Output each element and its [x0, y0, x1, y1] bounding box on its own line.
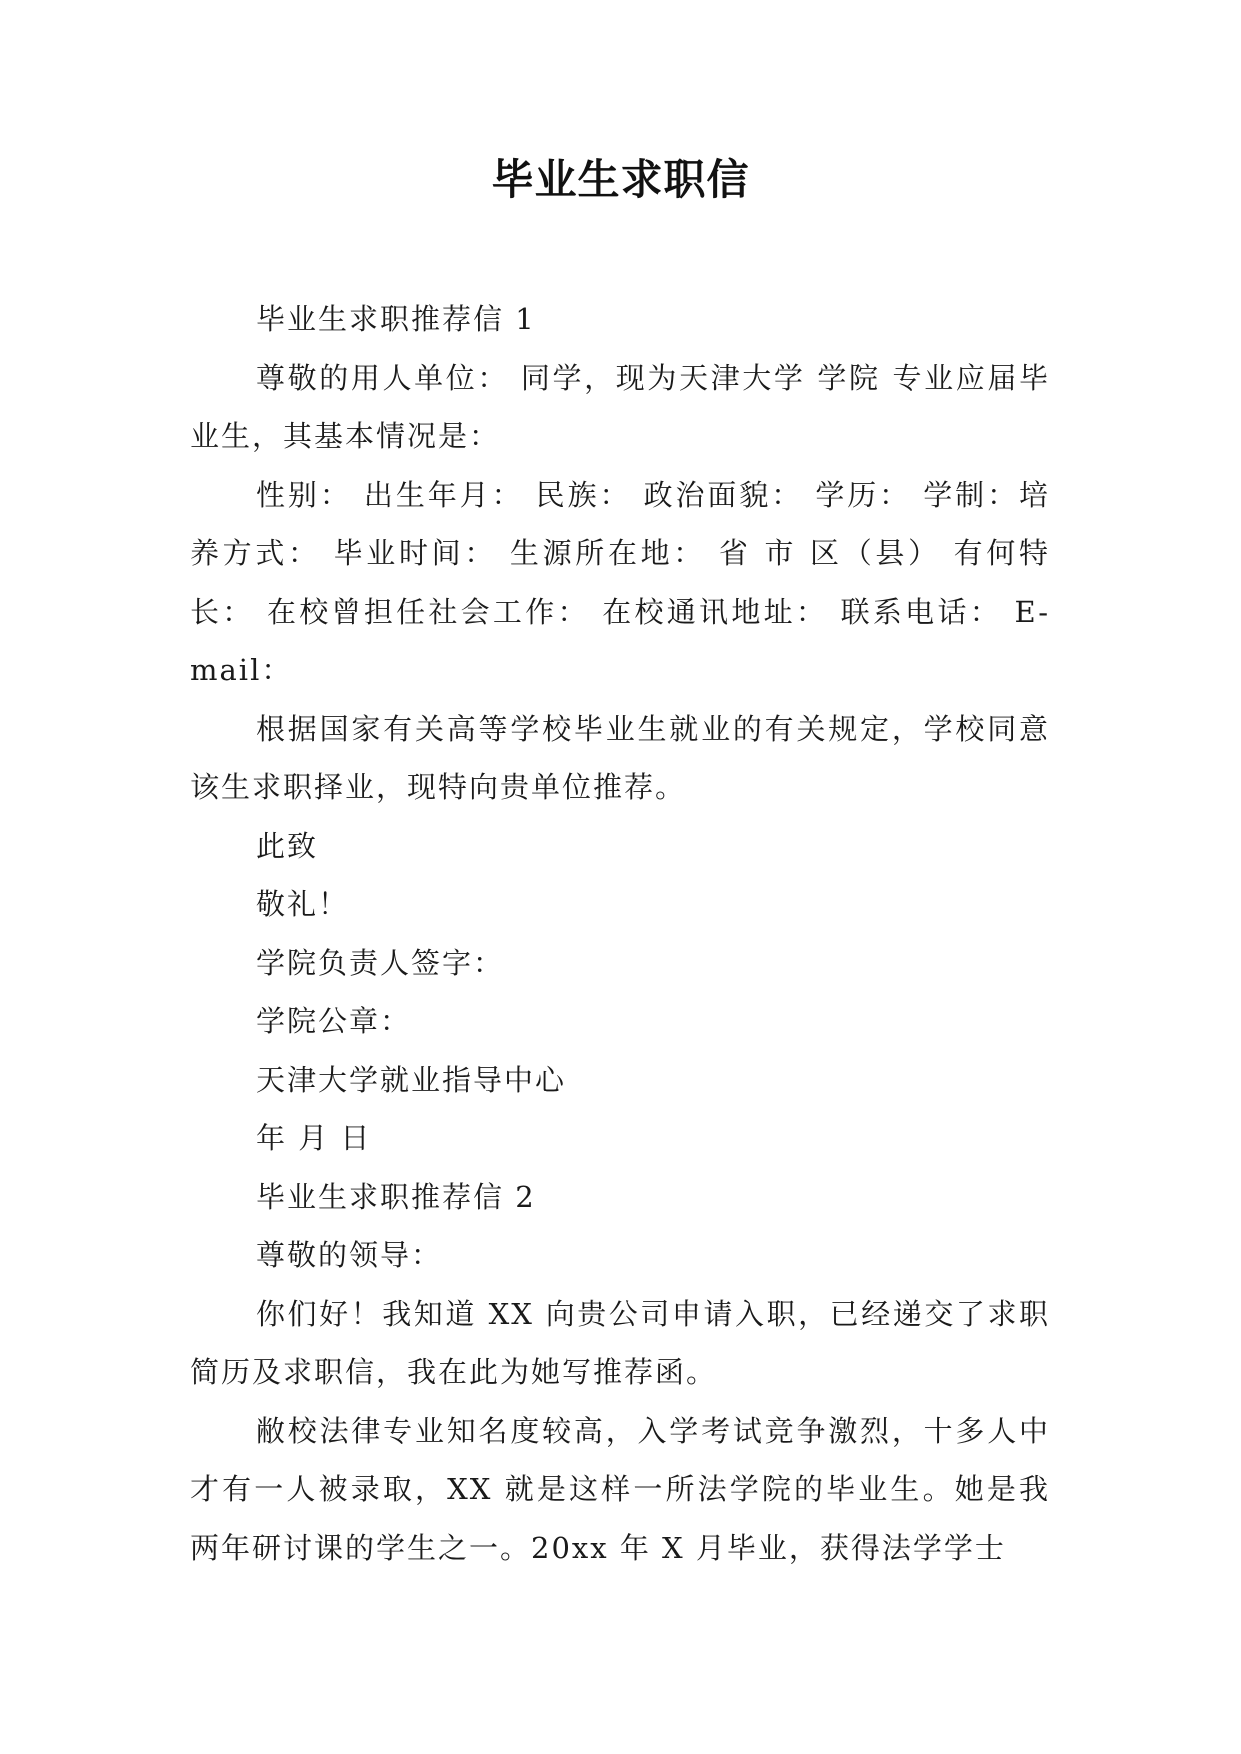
- paragraph-greeting: 你们好！我知道 XX 向贵公司申请入职，已经递交了求职简历及求职信，我在此为她写推荐函。: [190, 1296, 1050, 1389]
- document-title: 毕业生求职信: [491, 155, 750, 204]
- paragraph-signature: 学院负责人签字：: [256, 945, 505, 980]
- paragraph-salutation-2: 尊敬的领导：: [256, 1238, 443, 1272]
- paragraph-seal: 学院公章：: [256, 1004, 412, 1038]
- paragraph-salutation: 尊敬的用人单位： 同学，现为天津大学 学院 专业应届毕业生，其基本情况是：: [190, 360, 1050, 453]
- paragraph-heading-letter-1: 毕业生求职推荐信 1: [256, 302, 536, 336]
- paragraph-issuer: 天津大学就业指导中心: [256, 1062, 567, 1097]
- paragraph-closing-2: 敬礼！: [256, 887, 350, 921]
- paragraph-school-intro: 敝校法律专业知名度较高，入学考试竞争激烈，十多人中才有一人被录取，XX 就是这样一所法学院的毕业生。她是我两年研讨课的学生之一。20xx 年 X 月毕业，获得法学学士: [190, 1413, 1050, 1565]
- paragraph-student-info: 性别： 出生年月： 民族： 政治面貌： 学历： 学制：培养方式： 毕业时间： 生源所在地： 省 市 区（县） 有何特长： 在校曾担任社会工作： 在校通讯地址： 联系电话： E-mail：: [190, 477, 1050, 687]
- document-body: [190, 290, 1050, 1577]
- paragraph-closing-1: 此致: [256, 828, 319, 863]
- paragraph-recommendation: 根据国家有关高等学校毕业生就业的有关规定，学校同意该生求职择业，现特向贵单位推荐。: [190, 711, 1050, 804]
- paragraph-heading-letter-2: 毕业生求职推荐信 2: [256, 1179, 536, 1214]
- paragraph-date: 年 月 日: [256, 1121, 372, 1155]
